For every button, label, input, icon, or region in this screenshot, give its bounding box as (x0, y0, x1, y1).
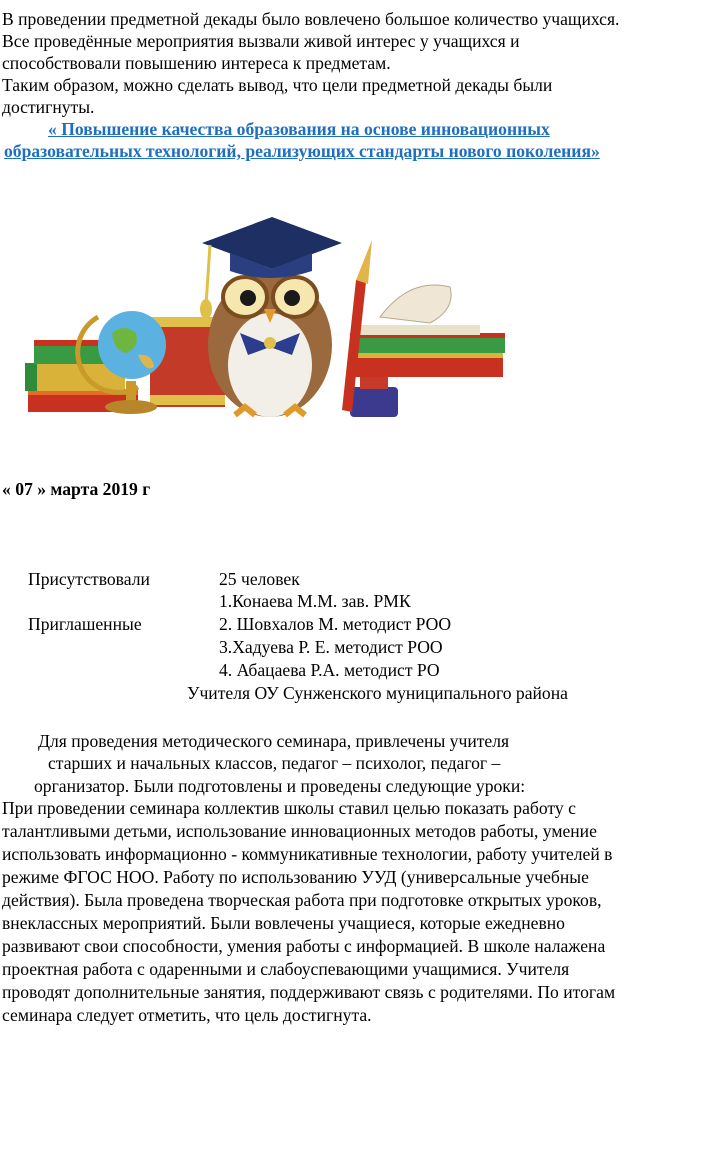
invited-item: 1.Конаева М.М. зав. РМК (219, 591, 411, 611)
body-line: проектная работа с одаренными и слабоуспевающими учащимися. Учителя (2, 959, 570, 979)
invited-item: 4. Абацаева Р.А. методист РО (219, 660, 440, 680)
seminar-title-line-1: « Повышение качества образования на основе инновационных (48, 119, 550, 139)
body-line: использовать информационно - коммуникативные технологии, работу учителей в (2, 844, 613, 864)
body-line: развивают свои способности, умения работы с информацией. В школе налажена (2, 936, 606, 956)
ink-bottle-icon (350, 377, 398, 417)
body-line: талантливыми детьми, использование инновационных методов работы, умение (2, 821, 597, 841)
owl-icon (208, 273, 332, 417)
intro-line: В проведении предметной декады было вовлечено большое количество учащихся. (2, 9, 620, 29)
owl-scholar-illustration (20, 205, 515, 430)
body-line: проводят дополнительные занятия, поддерживают связь с родителями. По итогам (2, 982, 616, 1002)
seminar-line: организатор. Были подготовлены и проведены следующие уроки: (34, 776, 526, 796)
invited-label: Приглашенные (28, 614, 142, 634)
teachers-line: Учителя ОУ Сунженского муниципального района (187, 683, 568, 703)
present-value: 25 человек (219, 569, 300, 589)
invited-item: 3.Хадуева Р. Е. методист РОО (219, 637, 443, 657)
intro-line: достигнуты. (2, 97, 95, 117)
intro-line: Таким образом, можно сделать вывод, что цели предметной декады были (2, 75, 553, 95)
seminar-title-line-2: образовательных технологий, реализующих стандарты нового поколения» (4, 141, 600, 161)
body-line: внеклассных мероприятий. Были вовлечены учащиеся, которые ежедневно (2, 913, 565, 933)
body-line: При проведении семинара коллектив школы ставил целью показать работу с (2, 798, 576, 818)
body-line: семинара следует отметить, что цель достигнута. (2, 1005, 372, 1025)
present-label: Присутствовали (28, 569, 150, 589)
seminar-line: старших и начальных классов, педагог – психолог, педагог – (48, 753, 501, 773)
books-right-icon (350, 285, 505, 377)
intro-line: способствовали повышению интереса к предметам. (2, 53, 391, 73)
seminar-line: Для проведения методического семинара, привлечены учителя (38, 731, 510, 751)
body-line: действия). Была проведена творческая работа при подготовке открытых уроков, (2, 890, 602, 910)
meeting-date: « 07 » марта 2019 г (2, 479, 151, 499)
invited-item: 2. Шовхалов М. методист РОО (219, 614, 452, 634)
intro-line: Все проведённые мероприятия вызвали живой интерес у учащихся и (2, 31, 520, 51)
body-line: режиме ФГОС НОО. Работу по использованию УУД (универсальные учебные (2, 867, 589, 887)
